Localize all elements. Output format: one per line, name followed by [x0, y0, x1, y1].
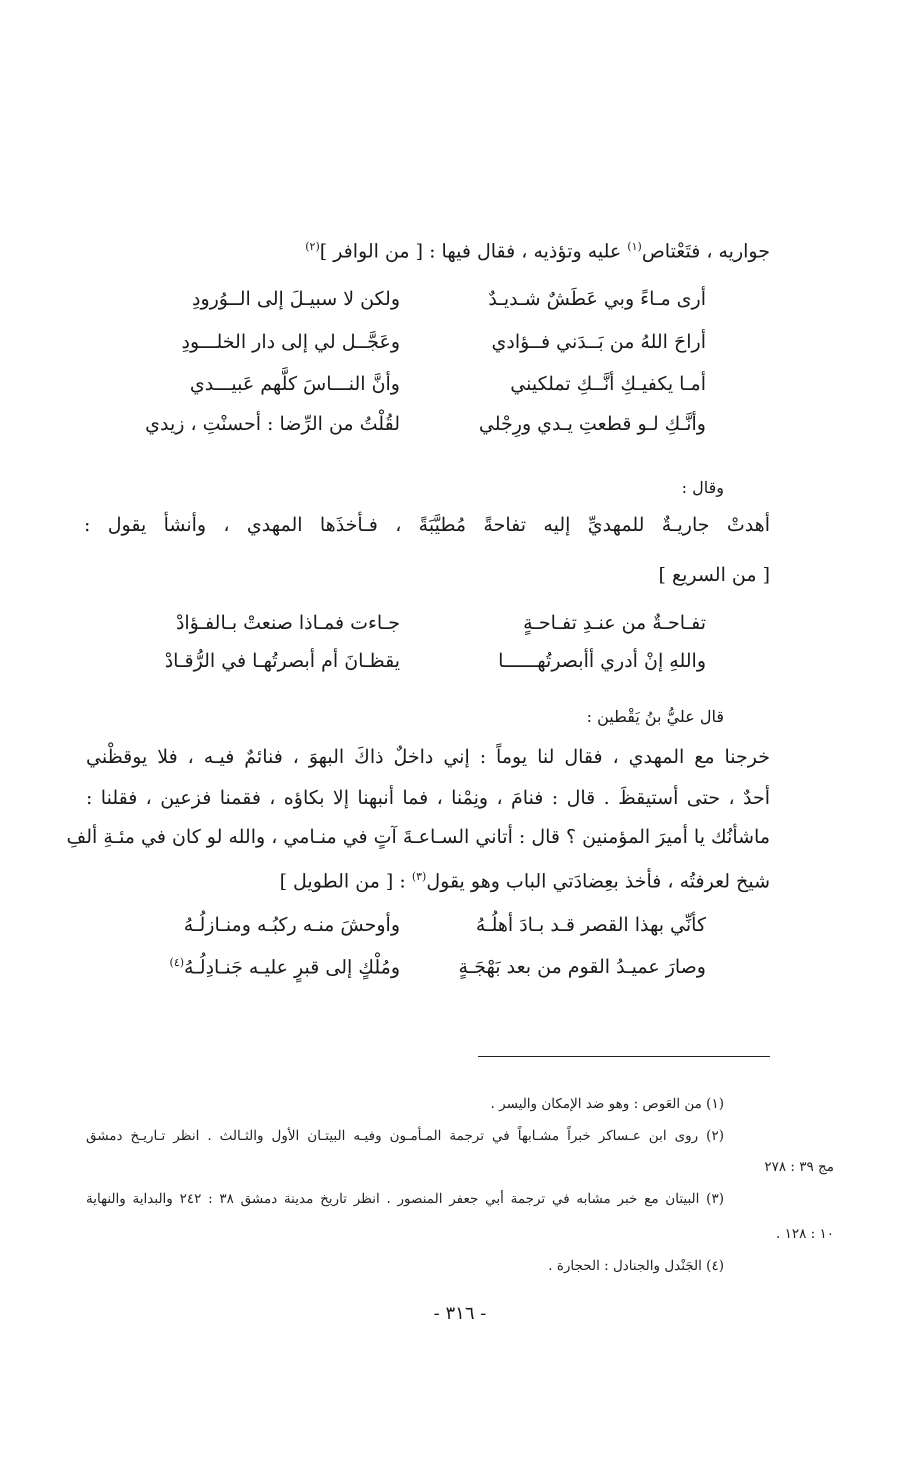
poem1-verse1-right: أرى مـاءً وبي عَطَشٌ شـديـدٌ	[488, 288, 706, 310]
poem3-verse1-right: كأنِّي بهذا القصر قـد بـادَ أهلُـهُ	[475, 914, 706, 936]
paragraph-2-line-1: أهدتْ جاريـةٌ للمهديِّ إليه تفاحةً مُطيَّبَةً ، فـأخذَها المهدي ، وأنشأ يقول :	[84, 514, 770, 536]
poem1-verse3-left: وأنَّ النـــاسَ كلَّهم عَبيـــدي	[189, 373, 400, 395]
poem2-verse1-right: تفـاحـةٌ من عنـدِ تفـاحـةٍ	[523, 612, 706, 634]
poem3-verse1-left: وأوحشَ منـه ركبُـه ومنـازلُـهُ	[183, 914, 400, 936]
footnote-separator	[478, 1056, 770, 1057]
paragraph-3-line-1: خرجنا مع المهدي ، فقال لنا يوماً : إني داخلٌ ذاكَ البهوَ ، فنائمٌ فيـه ، فلا يوقظْني	[86, 746, 770, 768]
paragraph-3-meter: : [ من الطويل ]	[279, 870, 412, 893]
paragraph-3-line-3: ماشأنُك يا أميرَ المؤمنين ؟ قال : أتاني السـاعـةَ آتٍ في منـامي ، والله لو كان في مئـةِ ألفِ	[66, 826, 770, 848]
footnote-3-line-1: (٣) البيتان مع خبر مشابه في ترجمة أبي جعفر المنصور . انظر تاريخ مدينة دمشق ٣٨ : ٢٤٢ والبداية والنهاية	[86, 1191, 724, 1207]
poem2-verse1-left: جـاءت فمـاذا صنعتْ بـالفـؤادْ	[175, 612, 400, 634]
poem1-verse1-left: ولكن لا سبيـلَ إلى الــوُرودِ	[192, 288, 400, 310]
speaker-label: قال عليُّ بنُ يَقْطين :	[586, 707, 724, 726]
intro-text-meter: عليه وتؤذيه ، فقال فيها : [ من الوافر ]	[319, 240, 628, 263]
poem3-verse2-right: وصارَ عميـدُ القوم من بعد بَهْجَـةٍ	[458, 956, 706, 978]
footnote-3-line-2: ١٠ : ١٢٨ .	[775, 1226, 834, 1242]
poem2-verse2-right: واللهِ إنْ أدري أأبصرتُهــــــا	[498, 650, 706, 672]
poem2-verse2-left: يقظـانَ أم أبصرتُهـا في الرُّقـادْ	[164, 650, 400, 672]
poem1-verse2-left: وعَجَّــل لي إلى دار الخلـــودِ	[181, 331, 400, 353]
poem1-verse4-left: لقُلْتُ من الرِّضا : أحسنْتِ ، زيدي	[145, 413, 400, 435]
poem3-verse2-left-text: ومُلْكٍ إلى قبرٍ عليـه جَنـادِلُـهُ	[184, 956, 400, 979]
poem1-verse2-right: أراحَ اللهُ من بَــدَني فــؤادي	[491, 331, 706, 353]
said-label: وقال :	[681, 478, 724, 497]
poem1-verse4-right: وأنَّـكِ لـو قطعتِ يـدي ورِجْلي	[478, 413, 706, 435]
footnote-ref-2: (٢)	[305, 240, 320, 253]
page-number: - ٣١٦ -	[433, 1303, 487, 1324]
footnote-ref-4: (٤)	[169, 956, 185, 969]
footnote-4: (٤) الجَنْدل والجنادل : الحجارة .	[548, 1258, 724, 1274]
paragraph-3-last-text: شيخ لعرفتُه ، فأخذ بعِضادَتي الباب وهو يقول	[426, 870, 770, 893]
footnote-ref-3: (٣)	[411, 870, 427, 883]
footnote-1: (١) من العَوص : وهو ضد الإمكان واليسر .	[490, 1096, 724, 1112]
intro-line	[140, 232, 770, 266]
paragraph-2-line-2: [ من السريع ]	[658, 564, 770, 586]
poem3-verse2-left	[130, 956, 400, 978]
poem1-verse3-right: أمـا يكفيـكِ أنَّــكِ تملكيني	[510, 373, 706, 395]
footnote-ref-1: (١)	[627, 240, 642, 253]
paragraph-3-line-4	[140, 862, 770, 896]
intro-text: جواريه ، فتَعْتاص	[641, 240, 770, 263]
footnote-2-line-2: مج ٣٩ : ٢٧٨	[764, 1159, 834, 1175]
paragraph-3-line-2: أحدٌ ، حتى أستيقظَ . قال : فنامَ ، ونِمْنا ، فما أنبهنا إلا بكاؤه ، فقمنا فزعين ، فقلنا :	[86, 787, 770, 809]
footnote-2-line-1: (٢) روى ابن عـساكر خبراً مشـابهاً في ترجمة المـأمـون وفيـه البيتـان الأول والثـالث . انظر تـاريـخ دمشق	[86, 1128, 724, 1144]
